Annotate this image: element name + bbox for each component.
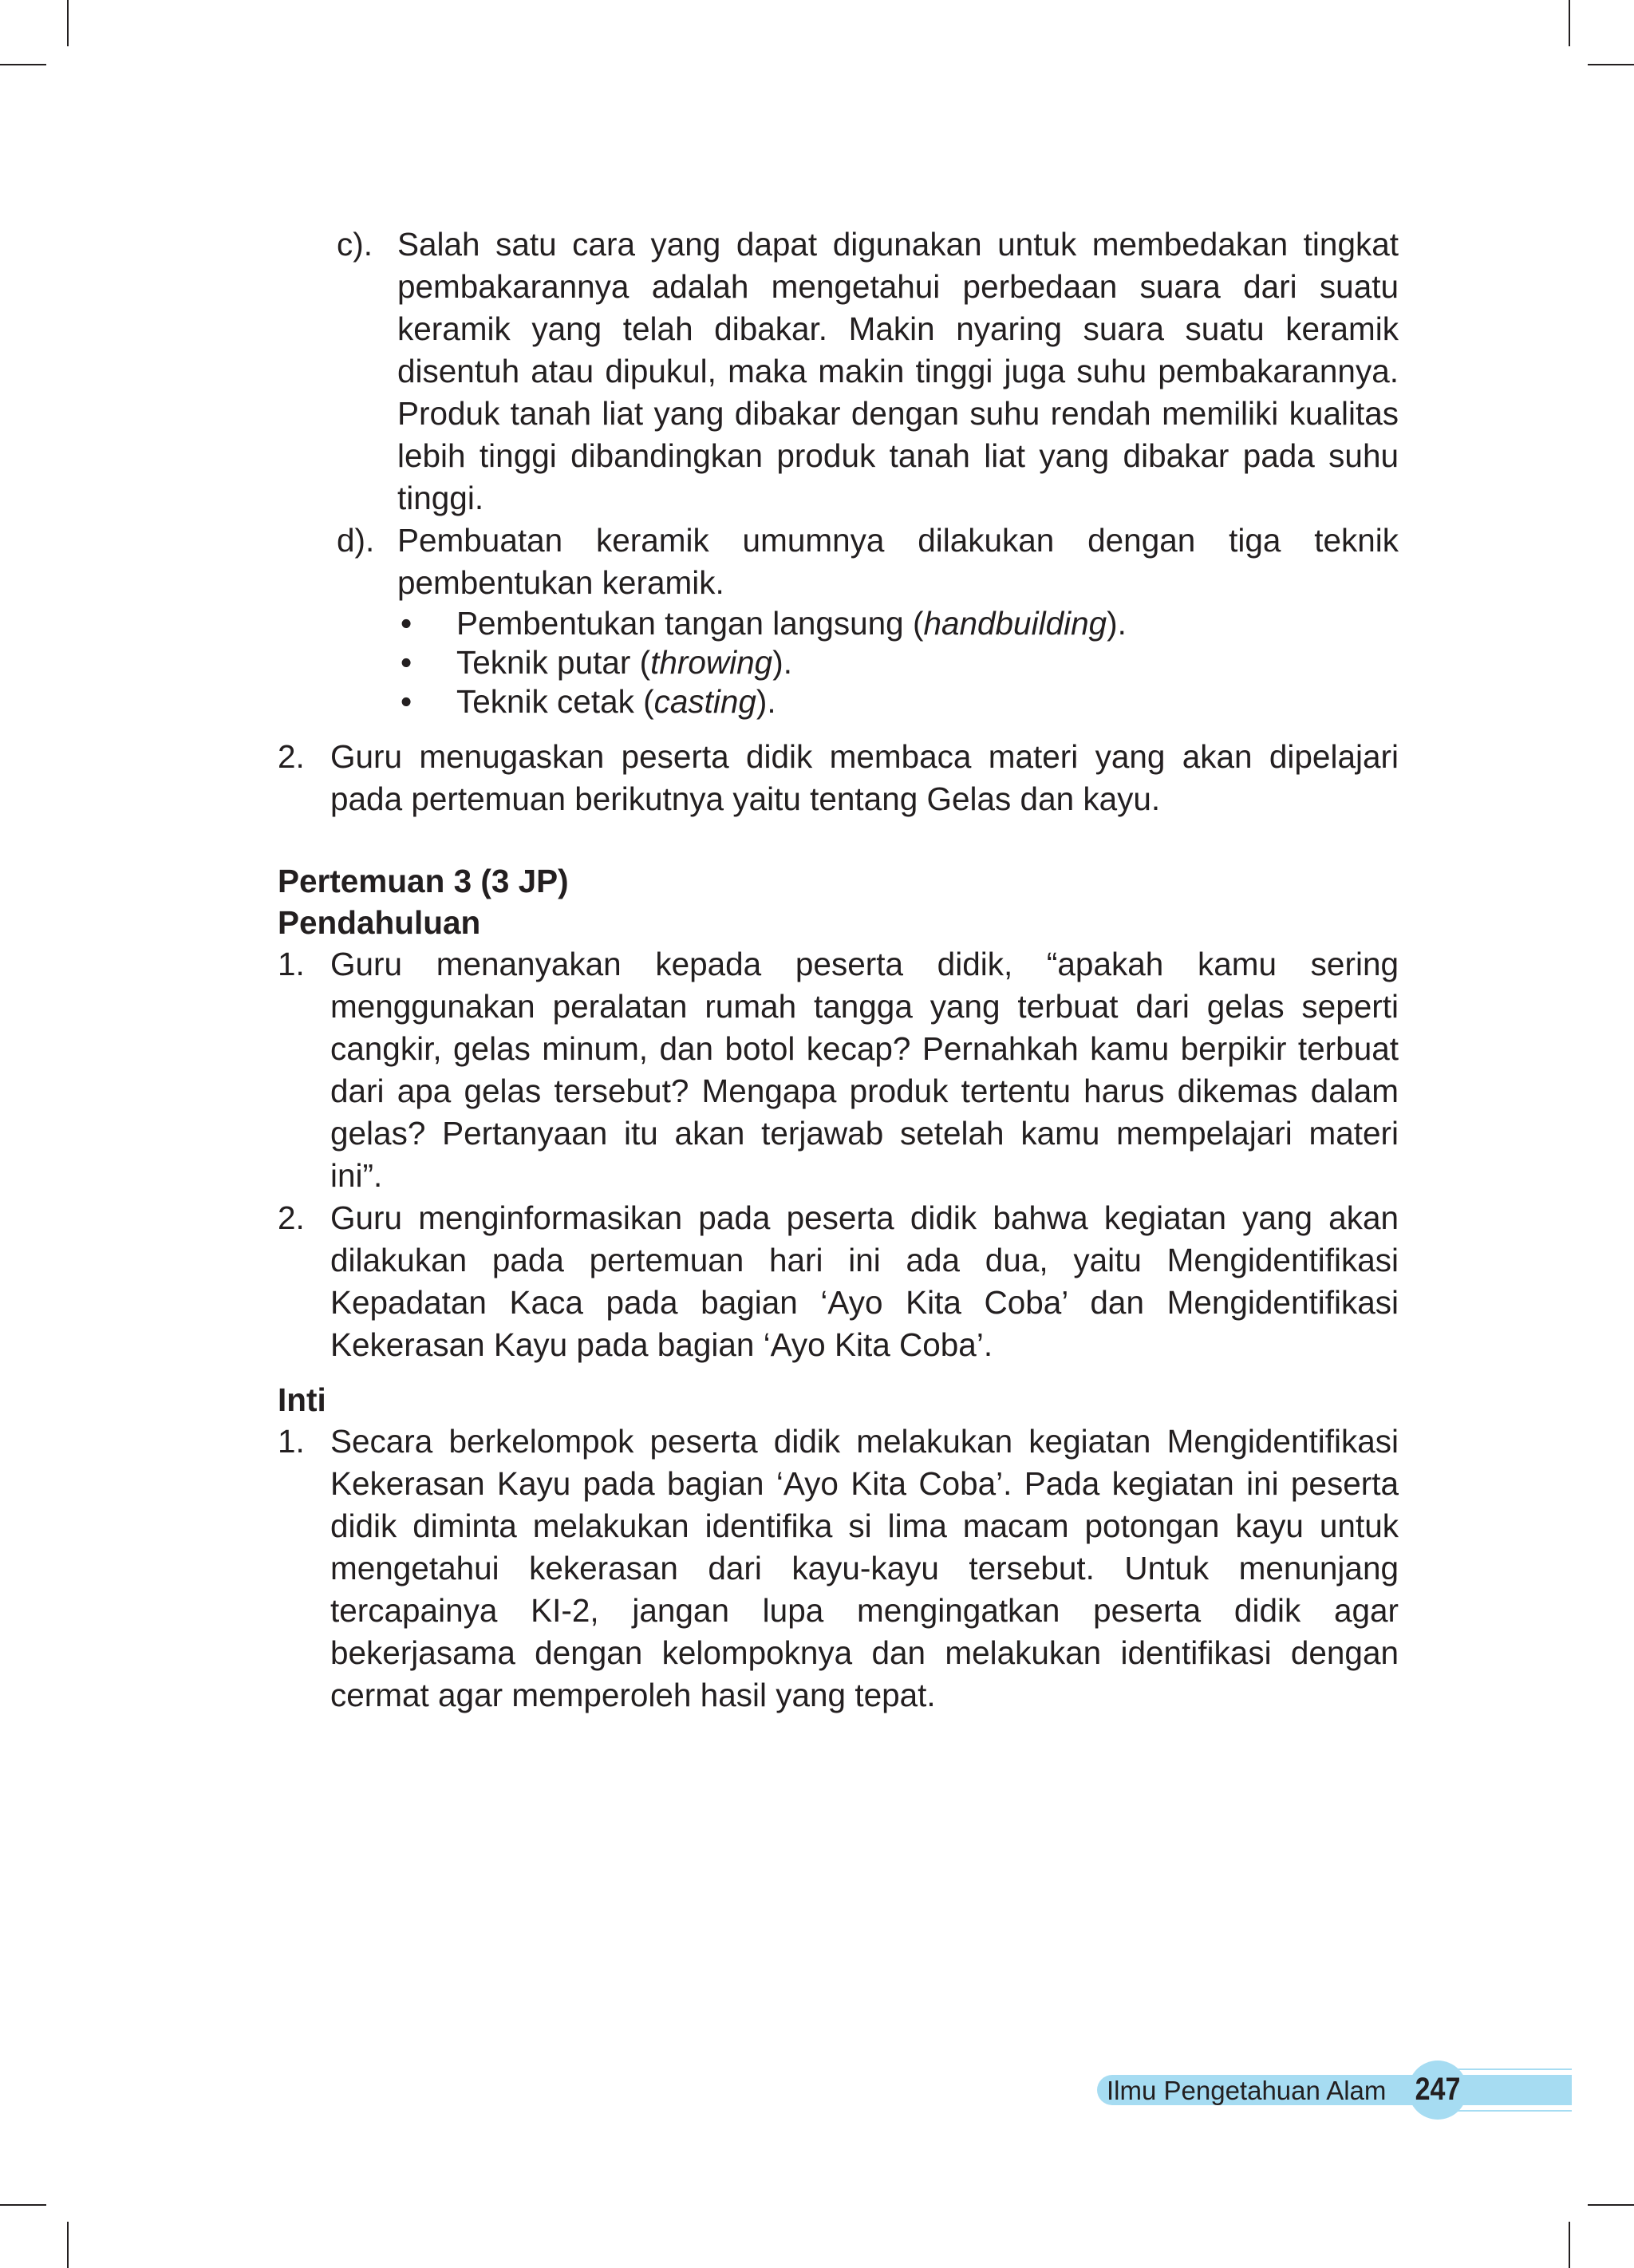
crop-mark (1569, 2222, 1570, 2268)
list-item-c (278, 223, 1399, 520)
meeting-heading: Pertemuan 3 (3 JP) (278, 863, 569, 899)
technique-bullet-list (278, 604, 1399, 721)
list-label: d). (337, 522, 375, 559)
list-item-text: Secara berkelompok peserta didik melakukan kegiatan Mengidentifikasi Kekerasan Kayu pada bagian ‘Ayo Kita Coba’. Pada kegiatan ini peserta didik diminta melakukan identifika si lima macam potongan kayu untuk mengetahui kekerasan dari kayu-kayu tersebut. Untuk menunjang tercapainya KI-2, jangan lupa mengingatkan peserta didik agar bekerjasama dengan kelompoknya dan melakukan identifikasi dengan cermat agar memperoleh hasil yang tepat. (330, 1423, 1399, 1713)
italic-term: casting (653, 683, 756, 720)
crop-mark (1569, 0, 1570, 46)
intro-item-1 (278, 943, 1399, 1197)
page-footer (1097, 2053, 1572, 2124)
section-heading-intro: Pendahuluan (278, 904, 481, 941)
crop-mark (0, 64, 46, 65)
bullet-item: • Teknik cetak (casting). (401, 683, 776, 720)
list-label: c). (337, 226, 373, 263)
bullet-icon: • (401, 644, 412, 681)
list-item-text: Guru menanyakan kepada peserta didik, “apakah kamu sering menggunakan peralatan rumah tangga yang terbuat dari gelas seperti cangkir, gelas minum, dan botol kecap? Pernahkah kamu berpikir terbuat dari apa gelas tersebut? Mengapa produk tertentu harus dikemas dalam gelas? Pertanyaan itu akan terjawab setelah kamu mempelajari materi ini”. (330, 946, 1399, 1194)
book-title: Ilmu Pengetahuan Alam (1107, 2076, 1387, 2105)
bullet-item: • Pembentukan tangan langsung (handbuilding). (401, 605, 1127, 642)
core-item-1 (278, 1420, 1399, 1717)
list-item-text: Guru menginformasikan pada peserta didik bahwa kegiatan yang akan dilakukan pada pertemuan hari ini ada dua, yaitu Mengidentifikasi Kepadatan Kaca pada bagian ‘Ayo Kita Coba’ dan Mengidentifikasi Kekerasan Kayu pada bagian ‘Ayo Kita Coba’. (330, 1199, 1399, 1363)
list-label: 2. (278, 738, 305, 775)
list-item-text: Salah satu cara yang dapat digunakan untuk membedakan tingkat pembakarannya adalah mengetahui perbedaan suara dari suatu keramik yang telah dibakar. Makin nyaring suara suatu keramik disentuh atau dipukul, maka makin tinggi juga suhu pembakarannya. Produk tanah liat yang dibakar dengan suhu rendah memiliki kualitas lebih tinggi dibandingkan produk tanah liat yang dibakar pada suhu tinggi. (397, 226, 1399, 516)
list-label: 1. (278, 946, 305, 982)
list-label: 2. (278, 1199, 305, 1236)
page-number: 247 (1415, 2072, 1461, 2107)
crop-mark (67, 2222, 69, 2268)
list-item-d (278, 520, 1399, 604)
crop-mark (67, 0, 69, 46)
list-item-text: Guru menugaskan peserta didik membaca materi yang akan dipelajari pada pertemuan berikutnya yaitu tentang Gelas dan kayu. (330, 738, 1399, 817)
section-heading-core: Inti (278, 1381, 326, 1418)
crop-mark (1588, 64, 1634, 65)
page-content (278, 223, 1399, 1717)
italic-term: throwing (650, 644, 773, 681)
list-item-text: Pembuatan keramik umumnya dilakukan dengan tiga teknik pembentukan keramik. (397, 522, 1399, 601)
bullet-item: • Teknik putar (throwing). (401, 644, 792, 681)
italic-term: handbuilding (923, 605, 1107, 642)
bullet-icon: • (401, 683, 412, 720)
intro-item-2 (278, 1197, 1399, 1366)
crop-mark (0, 2204, 46, 2206)
list-label: 1. (278, 1423, 305, 1460)
list-item-2 (278, 736, 1399, 820)
crop-mark (1588, 2204, 1634, 2206)
bullet-icon: • (401, 605, 412, 642)
